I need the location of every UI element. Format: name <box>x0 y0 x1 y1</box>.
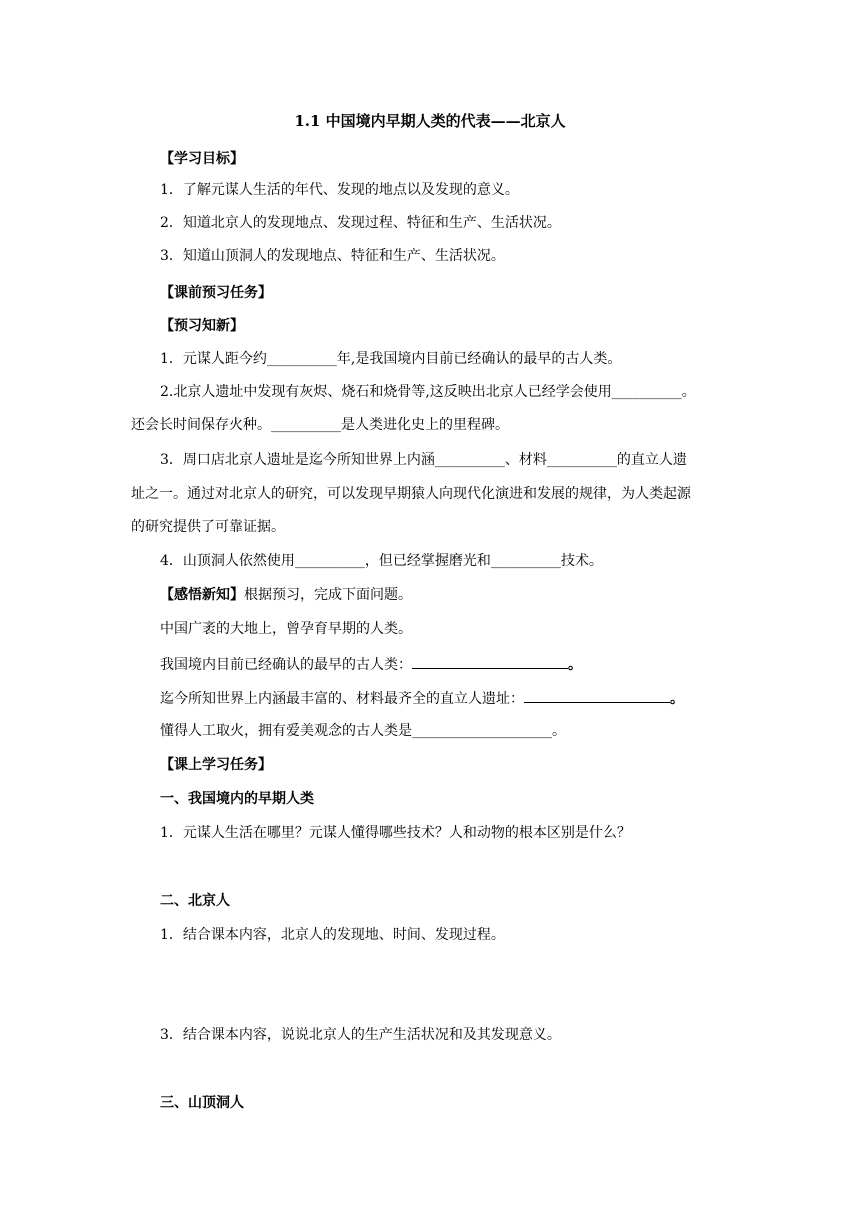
section-2-question-1: 1．结合课本内容，北京人的发现地、时间、发现过程。 <box>160 927 505 943</box>
pre-task-heading: 【课前预习任务】 <box>160 285 272 301</box>
insight-heading-label: 【感悟新知】 <box>160 587 244 603</box>
insight-line-1: 中国广袤的大地上，曾孕育早期的人类。 <box>160 621 412 637</box>
answer-blank[interactable] <box>524 688 670 703</box>
insight-line-3 <box>160 688 684 708</box>
section-3-heading: 三、山顶洞人 <box>160 1095 244 1111</box>
section-1-question-1: 1．元谋人生活在哪里？元谋人懂得哪些技术？人和动物的根本区别是什么？ <box>160 825 631 841</box>
preview-question-1: 1．元谋人距今约__________年,是我国境内目前已经确认的最早的古人类。 <box>160 351 622 367</box>
preview-question-3-line-3: 的研究提供了可靠证据。 <box>131 519 285 535</box>
document-title: 1.1 中国境内早期人类的代表——北京人 <box>294 112 566 130</box>
section-2-question-3: 3．结合课本内容，说说北京人的生产生活状况和及其发现意义。 <box>160 1027 561 1043</box>
answer-blank[interactable] <box>412 654 568 669</box>
preview-question-3-line-1: 3．周口店北京人遗址是迄今所知世界上内涵__________、材料__________的直立人遗 <box>160 452 687 468</box>
goal-item-1: 1．了解元谋人生活的年代、发现的地点以及发现的意义。 <box>160 182 519 198</box>
section-2-heading: 二、北京人 <box>160 893 230 909</box>
goal-item-2: 2．知道北京人的发现地点、发现过程、特征和生产、生活状况。 <box>160 215 561 231</box>
insight-line-2-end: 。 <box>568 657 582 673</box>
insight-heading <box>160 586 412 604</box>
insight-heading-text: 根据预习，完成下面问题。 <box>244 587 412 603</box>
preview-question-3-line-2: 址之一。通过对北京人的研究，可以发现早期猿人向现代化演进和发展的规律，为人类起源 <box>131 486 691 502</box>
insight-line-3-text: 迄今所知世界上内涵最丰富的、材料最齐全的直立人遗址： <box>160 691 524 707</box>
goals-heading: 【学习目标】 <box>160 151 244 167</box>
insight-line-4: 懂得人工取火，拥有爱美观念的古人类是____________________。 <box>160 723 566 739</box>
insight-line-3-end: 。 <box>670 691 684 707</box>
preview-question-2-line-2: 还会长时间保存火种。__________是人类进化史上的里程碑。 <box>131 417 509 433</box>
insight-line-2 <box>160 654 582 674</box>
goal-item-3: 3．知道山顶洞人的发现地点、特征和生产、生活状况。 <box>160 248 505 264</box>
section-1-heading: 一、我国境内的早期人类 <box>160 791 314 807</box>
insight-line-2-text: 我国境内目前已经确认的最早的古人类： <box>160 657 412 673</box>
preview-question-2-line-1: 2.北京人遗址中发现有灰烬、烧石和烧骨等,这反映出北京人已经学会使用__________。 <box>160 384 696 400</box>
class-task-heading: 【课上学习任务】 <box>160 757 272 773</box>
preview-heading: 【预习知新】 <box>160 318 244 334</box>
preview-question-4: 4．山顶洞人依然使用__________，但已经掌握磨光和__________技术。 <box>160 553 603 569</box>
